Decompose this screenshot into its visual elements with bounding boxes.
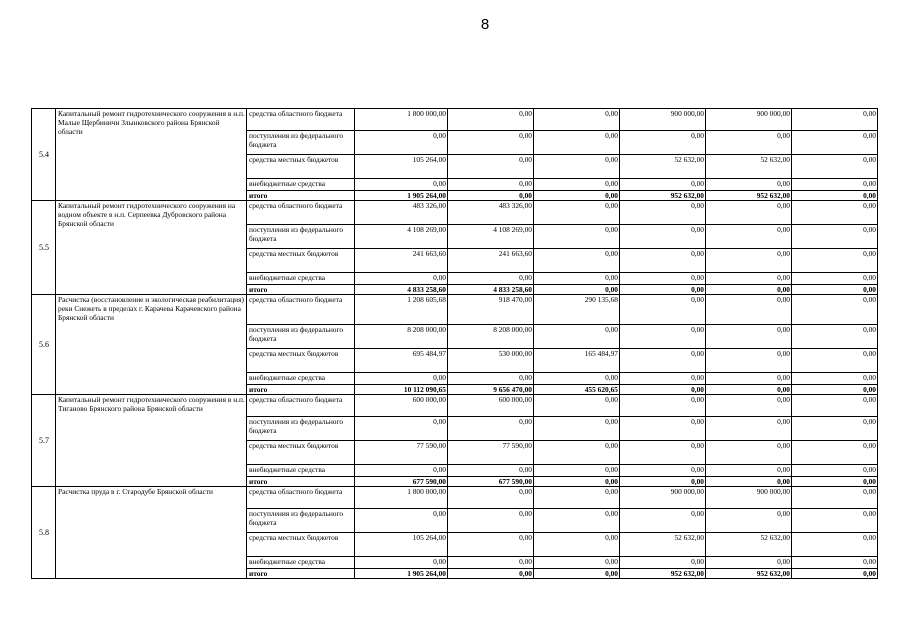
amount-cell: 0,00 [792, 533, 878, 557]
amount-cell: 952 632,00 [620, 191, 706, 201]
amount-cell: 0,00 [792, 179, 878, 191]
funding-source: внебюджетные средства [247, 179, 355, 191]
amount-cell: 0,00 [706, 509, 792, 533]
amount-cell: 0,00 [448, 557, 534, 569]
amount-cell: 677 590,00 [448, 477, 534, 487]
amount-cell: 0,00 [534, 487, 620, 509]
amount-cell: 0,00 [620, 441, 706, 465]
amount-cell: 0,00 [534, 373, 620, 385]
funding-source: средства местных бюджетов [247, 441, 355, 465]
amount-cell: 0,00 [355, 557, 448, 569]
amount-cell: 0,00 [534, 417, 620, 441]
amount-cell: 695 484,97 [355, 349, 448, 373]
amount-cell: 600 000,00 [448, 395, 534, 417]
amount-cell: 455 620,65 [534, 385, 620, 395]
table-row [32, 109, 878, 131]
amount-cell: 0,00 [620, 295, 706, 325]
amount-cell: 0,00 [706, 557, 792, 569]
amount-cell: 4 833 258,60 [355, 285, 448, 295]
item-description: Капитальный ремонт гидротехнического сооружения в н.п. Тиганово Брянского района Брянской области [56, 395, 247, 487]
amount-cell: 0,00 [448, 487, 534, 509]
amount-cell: 77 590,00 [355, 441, 448, 465]
amount-cell: 530 000,00 [448, 349, 534, 373]
amount-cell: 0,00 [792, 465, 878, 477]
amount-cell: 0,00 [620, 509, 706, 533]
funding-source: внебюджетные средства [247, 273, 355, 285]
amount-cell: 290 135,68 [534, 295, 620, 325]
amount-cell: 0,00 [792, 487, 878, 509]
amount-cell: 241 663,60 [355, 249, 448, 273]
amount-cell: 0,00 [706, 295, 792, 325]
funding-source: средства местных бюджетов [247, 155, 355, 179]
item-number: 5.5 [32, 201, 56, 295]
funding-source: итого [247, 191, 355, 201]
amount-cell: 483 326,00 [448, 201, 534, 225]
amount-cell: 0,00 [620, 179, 706, 191]
funding-source: средства областного бюджета [247, 109, 355, 131]
amount-cell: 0,00 [534, 225, 620, 249]
amount-cell: 0,00 [620, 557, 706, 569]
amount-cell: 0,00 [792, 131, 878, 155]
amount-cell: 0,00 [620, 285, 706, 295]
item-number: 5.4 [32, 109, 56, 201]
item-number: 5.8 [32, 487, 56, 579]
table-row [32, 295, 878, 325]
amount-cell: 0,00 [448, 191, 534, 201]
funding-source: поступления из федерального бюджета [247, 131, 355, 155]
amount-cell: 0,00 [706, 179, 792, 191]
funding-source: итого [247, 285, 355, 295]
amount-cell: 1 905 264,00 [355, 191, 448, 201]
amount-cell: 8 208 000,00 [355, 325, 448, 349]
amount-cell: 0,00 [534, 109, 620, 131]
amount-cell: 0,00 [534, 557, 620, 569]
amount-cell: 52 632,00 [620, 533, 706, 557]
amount-cell: 0,00 [620, 465, 706, 477]
amount-cell: 0,00 [792, 557, 878, 569]
amount-cell: 4 108 269,00 [448, 225, 534, 249]
amount-cell: 0,00 [792, 373, 878, 385]
item-description: Капитальный ремонт гидротехнического сооружения на водном объекте в н.п. Серпеевка Дубровского района Брянской области [56, 201, 247, 295]
amount-cell: 0,00 [620, 349, 706, 373]
funding-source: средства местных бюджетов [247, 349, 355, 373]
amount-cell: 0,00 [792, 249, 878, 273]
item-description: Расчистка (восстановление и экологическая реабилитация) реки Снежеть в пределах г. Карачева Карачевского района Брянской области [56, 295, 247, 395]
amount-cell: 0,00 [534, 441, 620, 465]
table-body [32, 109, 878, 579]
amount-cell: 900 000,00 [620, 109, 706, 131]
amount-cell: 0,00 [620, 385, 706, 395]
amount-cell: 105 264,00 [355, 533, 448, 557]
amount-cell: 0,00 [620, 201, 706, 225]
amount-cell: 0,00 [706, 349, 792, 373]
amount-cell: 0,00 [792, 295, 878, 325]
funding-source: средства областного бюджета [247, 395, 355, 417]
amount-cell: 4 108 269,00 [355, 225, 448, 249]
amount-cell: 52 632,00 [620, 155, 706, 179]
amount-cell: 0,00 [534, 249, 620, 273]
amount-cell: 0,00 [620, 395, 706, 417]
amount-cell: 952 632,00 [706, 191, 792, 201]
amount-cell: 0,00 [706, 395, 792, 417]
item-description: Расчистка пруда в г. Стародубе Брянской области [56, 487, 247, 579]
amount-cell: 677 590,00 [355, 477, 448, 487]
amount-cell: 0,00 [355, 417, 448, 441]
amount-cell: 0,00 [792, 273, 878, 285]
amount-cell: 9 656 470,00 [448, 385, 534, 395]
amount-cell: 0,00 [706, 131, 792, 155]
amount-cell: 952 632,00 [706, 569, 792, 579]
amount-cell: 0,00 [620, 131, 706, 155]
amount-cell: 0,00 [620, 273, 706, 285]
amount-cell: 0,00 [534, 131, 620, 155]
amount-cell: 0,00 [534, 191, 620, 201]
amount-cell: 0,00 [792, 225, 878, 249]
item-number: 5.6 [32, 295, 56, 395]
funding-source: средства местных бюджетов [247, 533, 355, 557]
amount-cell: 52 632,00 [706, 533, 792, 557]
amount-cell: 0,00 [792, 349, 878, 373]
amount-cell: 900 000,00 [706, 109, 792, 131]
amount-cell: 600 000,00 [355, 395, 448, 417]
amount-cell: 0,00 [534, 325, 620, 349]
amount-cell: 241 663,60 [448, 249, 534, 273]
amount-cell: 0,00 [355, 509, 448, 533]
table-row [32, 395, 878, 417]
amount-cell: 0,00 [534, 569, 620, 579]
amount-cell: 918 470,00 [448, 295, 534, 325]
amount-cell: 0,00 [448, 109, 534, 131]
amount-cell: 0,00 [792, 417, 878, 441]
funding-source: итого [247, 385, 355, 395]
amount-cell: 10 112 090,65 [355, 385, 448, 395]
funding-source: поступления из федерального бюджета [247, 509, 355, 533]
amount-cell: 0,00 [792, 509, 878, 533]
amount-cell: 0,00 [620, 225, 706, 249]
amount-cell: 0,00 [706, 477, 792, 487]
amount-cell: 0,00 [706, 373, 792, 385]
funding-source: средства областного бюджета [247, 487, 355, 509]
amount-cell: 0,00 [706, 325, 792, 349]
amount-cell: 0,00 [355, 273, 448, 285]
amount-cell: 0,00 [706, 385, 792, 395]
funding-source: итого [247, 477, 355, 487]
amount-cell: 0,00 [620, 417, 706, 441]
amount-cell: 0,00 [355, 373, 448, 385]
amount-cell: 0,00 [706, 441, 792, 465]
amount-cell: 0,00 [534, 533, 620, 557]
amount-cell: 0,00 [706, 465, 792, 477]
amount-cell: 0,00 [620, 249, 706, 273]
financing-table [31, 108, 878, 579]
table-row [32, 201, 878, 225]
amount-cell: 52 632,00 [706, 155, 792, 179]
amount-cell: 0,00 [448, 569, 534, 579]
amount-cell: 0,00 [534, 285, 620, 295]
amount-cell: 0,00 [534, 179, 620, 191]
amount-cell: 952 632,00 [620, 569, 706, 579]
amount-cell: 0,00 [792, 441, 878, 465]
funding-source: поступления из федерального бюджета [247, 325, 355, 349]
amount-cell: 0,00 [448, 131, 534, 155]
amount-cell: 0,00 [448, 533, 534, 557]
amount-cell: 1 800 000,00 [355, 487, 448, 509]
amount-cell: 0,00 [448, 509, 534, 533]
amount-cell: 0,00 [448, 465, 534, 477]
amount-cell: 0,00 [534, 201, 620, 225]
amount-cell: 0,00 [792, 201, 878, 225]
amount-cell: 0,00 [792, 477, 878, 487]
amount-cell: 0,00 [792, 395, 878, 417]
amount-cell: 0,00 [620, 325, 706, 349]
amount-cell: 0,00 [355, 465, 448, 477]
funding-source: внебюджетные средства [247, 557, 355, 569]
amount-cell: 0,00 [534, 395, 620, 417]
amount-cell: 0,00 [534, 273, 620, 285]
amount-cell: 0,00 [534, 155, 620, 179]
amount-cell: 0,00 [792, 109, 878, 131]
amount-cell: 0,00 [355, 179, 448, 191]
amount-cell: 0,00 [706, 225, 792, 249]
amount-cell: 0,00 [706, 249, 792, 273]
amount-cell: 105 264,00 [355, 155, 448, 179]
amount-cell: 0,00 [448, 273, 534, 285]
funding-source: итого [247, 569, 355, 579]
amount-cell: 0,00 [792, 385, 878, 395]
amount-cell: 0,00 [792, 191, 878, 201]
amount-cell: 900 000,00 [706, 487, 792, 509]
amount-cell: 1 208 605,68 [355, 295, 448, 325]
page-number: 8 [480, 16, 490, 33]
amount-cell: 77 590,00 [448, 441, 534, 465]
item-description: Капитальный ремонт гидротехнического сооружения в н.п. Малые Щербиничи Злынковского района Брянской области [56, 109, 247, 201]
amount-cell: 0,00 [792, 325, 878, 349]
amount-cell: 0,00 [534, 465, 620, 477]
amount-cell: 0,00 [448, 155, 534, 179]
amount-cell: 4 833 258,60 [448, 285, 534, 295]
amount-cell: 8 208 000,00 [448, 325, 534, 349]
amount-cell: 0,00 [620, 477, 706, 487]
funding-source: поступления из федерального бюджета [247, 417, 355, 441]
amount-cell: 165 484,97 [534, 349, 620, 373]
amount-cell: 0,00 [706, 285, 792, 295]
funding-source: внебюджетные средства [247, 465, 355, 477]
amount-cell: 0,00 [792, 285, 878, 295]
amount-cell: 1 800 000,00 [355, 109, 448, 131]
funding-source: средства областного бюджета [247, 295, 355, 325]
funding-source: средства областного бюджета [247, 201, 355, 225]
amount-cell: 0,00 [448, 373, 534, 385]
amount-cell: 0,00 [620, 373, 706, 385]
amount-cell: 0,00 [448, 417, 534, 441]
amount-cell: 0,00 [534, 477, 620, 487]
amount-cell: 0,00 [706, 417, 792, 441]
item-number: 5.7 [32, 395, 56, 487]
amount-cell: 0,00 [355, 131, 448, 155]
amount-cell: 483 326,00 [355, 201, 448, 225]
amount-cell: 0,00 [534, 509, 620, 533]
funding-source: поступления из федерального бюджета [247, 225, 355, 249]
amount-cell: 0,00 [792, 569, 878, 579]
funding-source: внебюджетные средства [247, 373, 355, 385]
amount-cell: 0,00 [706, 201, 792, 225]
amount-cell: 0,00 [448, 179, 534, 191]
amount-cell: 0,00 [792, 155, 878, 179]
funding-source: средства местных бюджетов [247, 249, 355, 273]
amount-cell: 1 905 264,00 [355, 569, 448, 579]
table-row [32, 487, 878, 509]
amount-cell: 0,00 [706, 273, 792, 285]
amount-cell: 900 000,00 [620, 487, 706, 509]
